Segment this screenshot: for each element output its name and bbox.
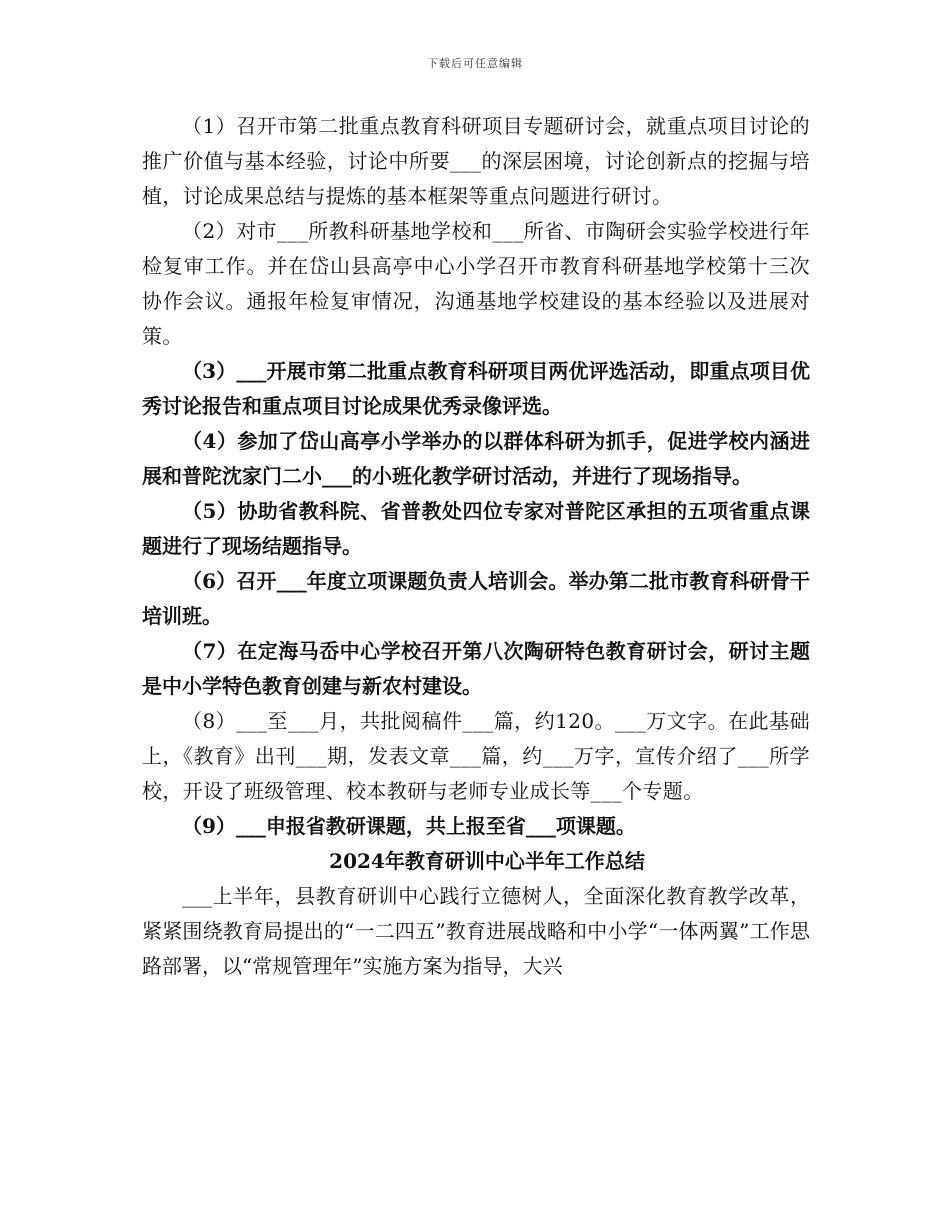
paragraph-2: （2）对市___所教科研基地学校和___所省、市陶研会实验学校进行年检复审工作。并在岱山县高亭中心小学召开市教育科研基地学校第十三次协作会议。通报年检复审情况，沟通基地学校建设的基本经验以及进展对策。 xyxy=(142,219,810,348)
paragraph-7: （7）在定海马岙中心学校召开第八次陶研特色教育研讨会，研讨主题是中小学特色教育创建与新农村建设。 xyxy=(142,639,810,698)
document-body xyxy=(142,109,810,984)
paragraph-3: （3）___开展市第二批重点教育科研项目两优评选活动，即重点项目优秀讨论报告和重点项目讨论成果优秀录像评选。 xyxy=(142,359,810,418)
paragraph-6: （6）召开___年度立项课题负责人培训会。举办第二批市教育科研骨干培训班。 xyxy=(142,569,810,628)
intro-paragraph: ___上半年，县教育研训中心践行立德树人，全面深化教育教学改革，紧紧围绕教育局提出的“一二四五”教育进展战略和中小学“一体两翼”工作思路部署，以“常规管理年”实施方案为指导，大兴 xyxy=(142,884,810,978)
paragraph-9: （9）___申报省教研课题，共上报至省___项课题。 xyxy=(182,814,636,838)
section-title: 2024年教育研训中心半年工作总结 xyxy=(329,849,645,873)
paragraph-1: （1）召开市第二批重点教育科研项目专题研讨会，就重点项目讨论的推广价值与基本经验，讨论中所要___的深层困境，讨论创新点的挖掘与培植，讨论成果总结与提炼的基本框架等重点问题进行研讨。 xyxy=(142,114,810,208)
paragraph-5: （5）协助省教科院、省普教处四位专家对普陀区承担的五项省重点课题进行了现场结题指导。 xyxy=(142,499,810,558)
paragraph-4: （4）参加了岱山高亭小学举办的以群体科研为抓手，促进学校内涵进展和普陀沈家门二小___的小班化教学研讨活动，并进行了现场指导。 xyxy=(142,429,810,488)
paragraph-8: （8）___至___月，共批阅稿件___篇，约120。___万文字。在此基础上，《教育》出刊___期，发表文章___篇，约___万字，宣传介绍了___所学校，开设了班级管理、校本教研与老师专业成长等___个专题。 xyxy=(142,709,810,803)
page-header: 下载后可任意编辑 xyxy=(427,57,523,70)
